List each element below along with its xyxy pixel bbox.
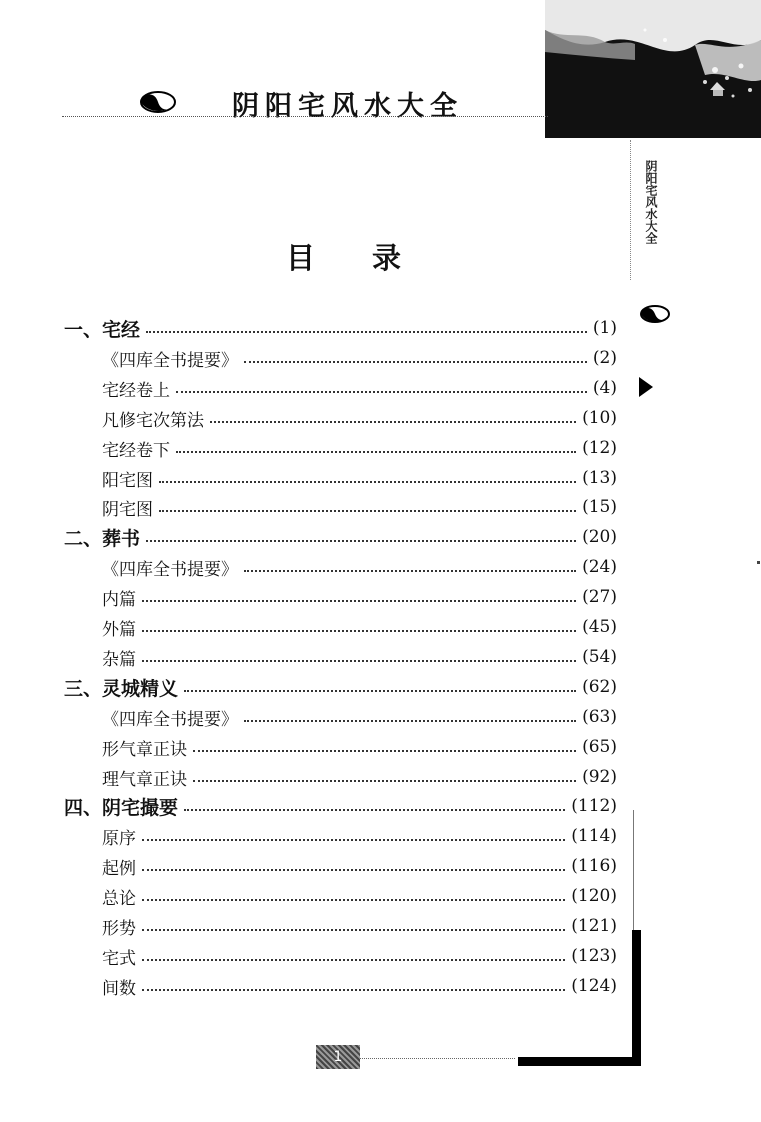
toc-entry-page: (62) bbox=[582, 677, 617, 697]
taiji-icon bbox=[137, 88, 179, 114]
toc-leader-dots bbox=[146, 331, 587, 333]
toc-entry-page: (63) bbox=[582, 707, 617, 727]
toc-leader-dots bbox=[184, 809, 565, 811]
toc-leader-dots bbox=[142, 899, 565, 901]
toc-entry-page: (120) bbox=[571, 886, 617, 906]
toc-entry-label: 宅经卷下 bbox=[102, 440, 170, 461]
toc-entry-page: (12) bbox=[582, 438, 617, 458]
toc-entry-label: 杂篇 bbox=[102, 649, 136, 670]
toc-entry-page: (13) bbox=[582, 468, 617, 488]
toc-entry-page: (112) bbox=[571, 796, 617, 816]
toc-entry-page: (124) bbox=[571, 976, 617, 996]
frame-right-thin bbox=[633, 810, 634, 930]
toc-entry-label: 宅经卷上 bbox=[102, 380, 170, 401]
frame-bottom-bar bbox=[518, 1057, 641, 1066]
toc-leader-dots bbox=[176, 391, 587, 393]
toc-leader-dots bbox=[210, 421, 576, 423]
toc-leader-dots bbox=[142, 959, 565, 961]
toc-section-entry[interactable] bbox=[102, 344, 617, 372]
toc-section-entry[interactable] bbox=[102, 972, 617, 1000]
toc-entry-page: (20) bbox=[582, 527, 617, 547]
toc-entry-page: (116) bbox=[571, 856, 617, 876]
toc-entry-label: 总论 bbox=[102, 888, 136, 909]
toc-entry-page: (10) bbox=[582, 408, 617, 428]
toc-chapter-entry[interactable] bbox=[64, 314, 617, 342]
toc-entry-page: (15) bbox=[582, 497, 617, 517]
toc-leader-dots bbox=[193, 780, 576, 782]
toc-entry-label: 理气章正诀 bbox=[102, 769, 187, 790]
toc-section-entry[interactable] bbox=[102, 733, 617, 761]
toc-leader-dots bbox=[159, 510, 576, 512]
toc-heading-right: 录 bbox=[372, 241, 402, 275]
toc-leader-dots bbox=[142, 989, 565, 991]
stray-mark bbox=[757, 561, 760, 564]
toc-entry-page: (114) bbox=[571, 826, 617, 846]
toc-section-entry[interactable] bbox=[102, 703, 617, 731]
toc-section-entry[interactable] bbox=[102, 583, 617, 611]
toc-leader-dots bbox=[244, 570, 576, 572]
toc-chapter-entry[interactable] bbox=[64, 792, 617, 820]
side-title: 阴阳宅风水大全 bbox=[644, 160, 658, 244]
toc-entry-label: 内篇 bbox=[102, 589, 136, 610]
toc-leader-dots bbox=[146, 540, 576, 542]
toc-entry-label: 原序 bbox=[102, 828, 136, 849]
toc-entry-page: (2) bbox=[592, 348, 617, 368]
toc-section-entry[interactable] bbox=[102, 374, 617, 402]
toc-section-entry[interactable] bbox=[102, 464, 617, 492]
toc-leader-dots bbox=[193, 750, 576, 752]
toc-entry-page: (54) bbox=[582, 647, 617, 667]
header-title: 阴阳宅风水大全 bbox=[232, 91, 463, 122]
toc-leader-dots bbox=[142, 660, 576, 662]
toc-entry-page: (4) bbox=[592, 378, 617, 398]
toc-section-entry[interactable] bbox=[102, 404, 617, 432]
header-divider bbox=[62, 116, 548, 117]
toc-entry-label: 《四库全书提要》 bbox=[102, 350, 238, 371]
toc-leader-dots bbox=[244, 720, 576, 722]
toc-entry-label: 一、宅经 bbox=[64, 318, 141, 341]
toc-section-entry[interactable] bbox=[102, 942, 617, 970]
toc-section-entry[interactable] bbox=[102, 643, 617, 671]
toc-leader-dots bbox=[142, 869, 565, 871]
taiji-side-icon bbox=[638, 302, 672, 324]
toc-section-entry[interactable] bbox=[102, 493, 617, 521]
toc-entry-label: 形势 bbox=[102, 918, 136, 939]
toc-chapter-entry[interactable] bbox=[64, 523, 617, 551]
toc-entry-label: 外篇 bbox=[102, 619, 136, 640]
toc-chapter-entry[interactable] bbox=[64, 673, 617, 701]
toc-section-entry[interactable] bbox=[102, 912, 617, 940]
toc-entry-label: 间数 bbox=[102, 978, 136, 999]
toc-leader-dots bbox=[142, 630, 576, 632]
toc-entry-label: 宅式 bbox=[102, 948, 136, 969]
arrow-marker-icon bbox=[639, 377, 653, 397]
landscape-photo bbox=[545, 0, 761, 138]
toc-entry-page: (27) bbox=[582, 587, 617, 607]
toc-entry-page: (45) bbox=[582, 617, 617, 637]
toc-entry-page: (65) bbox=[582, 737, 617, 757]
toc-entry-label: 三、灵城精义 bbox=[64, 677, 179, 700]
toc-entry-label: 二、葬书 bbox=[64, 527, 141, 550]
toc-entry-page: (121) bbox=[571, 916, 617, 936]
toc-leader-dots bbox=[244, 361, 587, 363]
toc-entry-page: (24) bbox=[582, 557, 617, 577]
toc-entry-page: (123) bbox=[571, 946, 617, 966]
toc-entry-label: 《四库全书提要》 bbox=[102, 709, 238, 730]
toc-entry-label: 凡修宅次第法 bbox=[102, 410, 204, 431]
toc-leader-dots bbox=[142, 839, 565, 841]
toc-leader-dots bbox=[142, 600, 576, 602]
footer-divider bbox=[360, 1058, 515, 1059]
toc-section-entry[interactable] bbox=[102, 434, 617, 462]
toc-entry-label: 《四库全书提要》 bbox=[102, 559, 238, 580]
toc-leader-dots bbox=[184, 690, 576, 692]
toc-section-entry[interactable] bbox=[102, 882, 617, 910]
side-divider bbox=[630, 140, 631, 280]
toc-entry-label: 起例 bbox=[102, 858, 136, 879]
page-number-badge: 1 bbox=[316, 1045, 360, 1069]
toc-entry-label: 四、阴宅撮要 bbox=[64, 796, 179, 819]
toc-entry-label: 阴宅图 bbox=[102, 499, 153, 520]
frame-right-bar bbox=[632, 930, 641, 1066]
toc-section-entry[interactable] bbox=[102, 763, 617, 791]
toc-entry-page: (92) bbox=[582, 767, 617, 787]
toc-heading-left: 目 bbox=[286, 241, 316, 275]
toc-leader-dots bbox=[159, 481, 576, 483]
toc-entry-label: 阳宅图 bbox=[102, 470, 153, 491]
toc-section-entry[interactable] bbox=[102, 553, 617, 581]
toc-leader-dots bbox=[142, 929, 565, 931]
toc-section-entry[interactable] bbox=[102, 613, 617, 641]
header-landscape-image bbox=[545, 0, 761, 138]
toc-section-entry[interactable] bbox=[102, 822, 617, 850]
toc-entry-label: 形气章正诀 bbox=[102, 739, 187, 760]
toc-leader-dots bbox=[176, 451, 576, 453]
toc-section-entry[interactable] bbox=[102, 852, 617, 880]
toc-entry-page: (1) bbox=[592, 318, 617, 338]
